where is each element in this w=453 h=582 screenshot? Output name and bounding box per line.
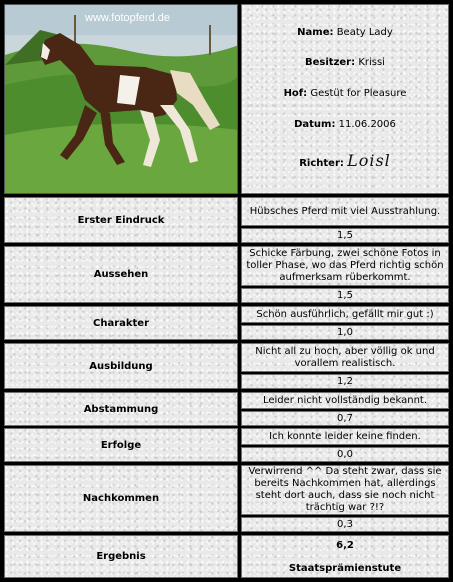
comment-nachkommen: Verwirrend ^^ Da steht zwar, dass sie bereits Nachkommen hat, allerdings steht dort auch, dass sie noch nicht trächtig war ?!?: [241, 465, 449, 515]
label-aussehen: Aussehen: [4, 246, 238, 303]
owner-line: [242, 57, 448, 68]
score-erfolge: 0,0: [241, 447, 449, 462]
label-charakter: Charakter: [4, 306, 238, 340]
result-cell: [241, 535, 449, 578]
farm-value: Gestüt for Pleasure: [310, 88, 407, 99]
horse-image: [5, 5, 238, 194]
comment-erfolge: Ich konnte leider keine finden.: [241, 428, 449, 445]
name-value: Beaty Lady: [336, 27, 393, 38]
date-value: 11.06.2006: [338, 119, 396, 130]
comment-abstammung: Leider nicht vollständig bekannt.: [241, 392, 449, 409]
name-label: Name:: [297, 27, 334, 38]
date-label: Datum:: [294, 119, 336, 130]
label-abstammung: Abstammung: [4, 392, 238, 426]
score-nachkommen: 0,3: [241, 517, 449, 532]
label-ausbildung: Ausbildung: [4, 343, 238, 389]
score-aussehen: 1,5: [241, 288, 449, 303]
result-score: 6,2: [336, 540, 354, 551]
info-panel: [241, 4, 449, 194]
comment-ausbildung: Nicht all zu hoch, aber völlig ok und vorallem realistisch.: [241, 343, 449, 372]
judge-line: [242, 151, 448, 170]
label-nachkommen: Nachkommen: [4, 465, 238, 532]
score-ausbildung: 1,2: [241, 374, 449, 389]
label-erster-eindruck: Erster Eindruck: [4, 197, 238, 243]
watermark-text: www.fotopferd.de: [85, 12, 170, 24]
farm-label: Hof:: [283, 88, 308, 99]
score-erster-eindruck: 1,5: [241, 228, 449, 243]
label-ergebnis: Ergebnis: [4, 535, 238, 578]
owner-value: Krissi: [358, 57, 385, 68]
judge-signature: Loisl: [347, 151, 391, 170]
comment-charakter: Schön ausführlich, gefällt mir gut :): [241, 306, 449, 323]
label-erfolge: Erfolge: [4, 428, 238, 462]
judge-label: Richter:: [299, 158, 344, 169]
score-charakter: 1,0: [241, 325, 449, 340]
owner-label: Besitzer:: [305, 57, 356, 68]
result-title: Staatsprämienstute: [288, 563, 402, 574]
comment-aussehen: Schicke Färbung, zwei schöne Fotos in toller Phase, wo das Pferd richtig schön aufmerksam rüberkommt.: [241, 246, 449, 286]
comment-erster-eindruck: Hübsches Pferd mit viel Ausstrahlung.: [241, 197, 449, 226]
farm-line: [242, 88, 448, 99]
date-line: [242, 119, 448, 130]
score-abstammung: 0,7: [241, 411, 449, 426]
name-line: [242, 27, 448, 38]
horse-photo: [4, 4, 238, 194]
